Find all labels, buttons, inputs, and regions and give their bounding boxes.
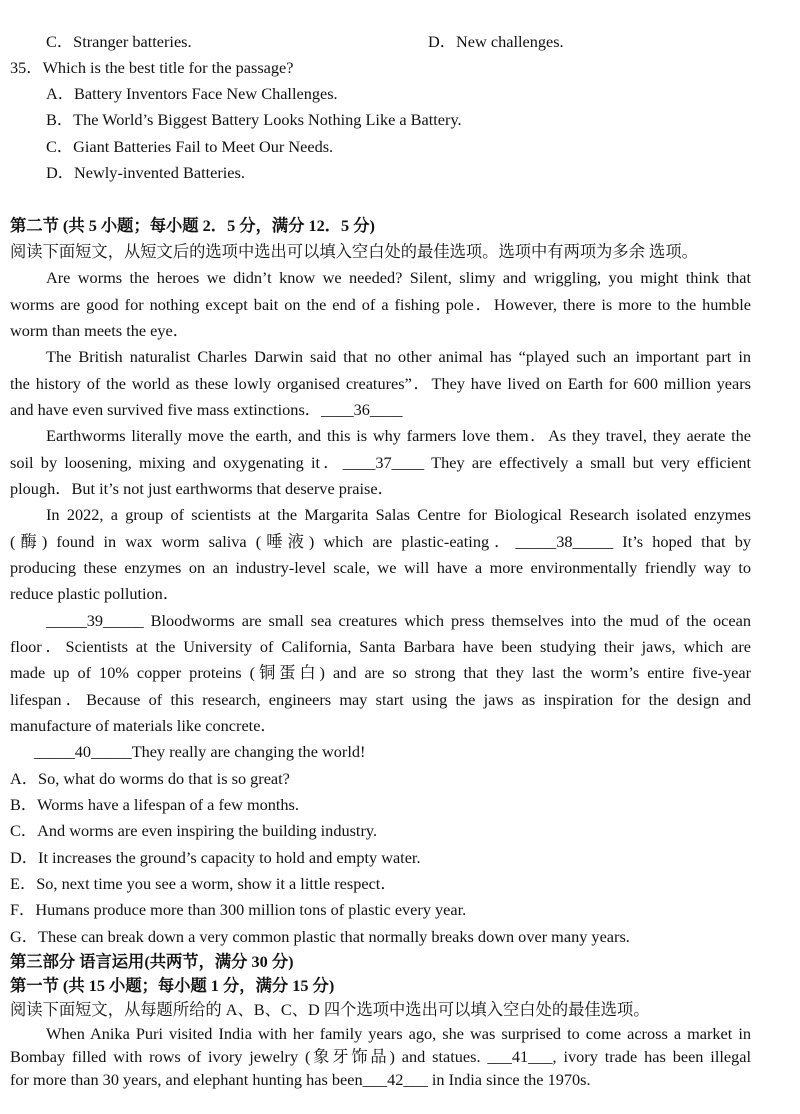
passage-line: In 2022, a group of scientists at the Margarita Salas Centre for Biological Research isolated enzymes — [46, 505, 751, 524]
part3-instruction: 阅读下面短文，从每题所给的 A、B、C、D 四个选项中选出可以填入空白处的最佳选项。 — [10, 1000, 650, 1019]
section2-heading: 第二节 (共 5 小题；每小题 2．5 分，满分 12．5 分) — [10, 216, 375, 235]
cloze-line-blank-42: for more than 30 years, and elephant hunting has been___42___ in India since the 1970s. — [10, 1070, 591, 1089]
q35-option-c: C．Giant Batteries Fail to Meet Our Needs. — [46, 137, 334, 156]
passage-line-blank-40: _____40_____They really are changing the world! — [34, 742, 366, 761]
passage-line-blank-37: soil by loosening, mixing and oxygenating it．____37____ They are effectively a small but very efficient — [10, 453, 751, 472]
passage-line: made up of 10% copper proteins (铜蛋白) and are so strong that they last the worm’s entire five-year — [10, 663, 751, 682]
part3-section1-heading: 第一节 (共 15 小题；每小题 1 分，满分 15 分) — [10, 976, 335, 995]
q35-option-d: D．Newly-invented Batteries. — [46, 163, 245, 182]
passage-line: floor．Scientists at the University of California, Santa Barbara have been studying their jaws, which are — [10, 637, 751, 656]
q34-option-d: D．New challenges. — [428, 32, 564, 51]
passage-line: reduce plastic pollution． — [10, 584, 180, 603]
passage-line-blank-39: _____39_____ Bloodworms are small sea creatures which press themselves into the mud of the ocean — [46, 611, 751, 630]
q35-stem: 35．Which is the best title for the passage? — [10, 58, 294, 77]
passage-line: the history of the world as these lowly organised creatures”．They have lived on Earth for 600 million years — [10, 374, 751, 393]
q35-option-a: A．Battery Inventors Face New Challenges. — [46, 84, 338, 103]
passage-line: Are worms the heroes we didn’t know we needed? Silent, slimy and wriggling, you might think that — [46, 268, 751, 287]
passage-line-blank-38: (酶) found in wax worm saliva (唾液) which are plastic-eating．_____38_____ It’s hoped that by — [10, 532, 751, 551]
cloze-line: When Anika Puri visited India with her family years ago, she was surprised to come across a market in — [46, 1024, 751, 1043]
option-g: G．These can break down a very common plastic that normally breaks down over many years. — [10, 927, 630, 946]
section2-instruction: 阅读下面短文，从短文后的选项中选出可以填入空白处的最佳选项。选项中有两项为多余 选项。 — [10, 242, 698, 261]
part3-heading: 第三部分 语言运用(共两节，满分 30 分) — [10, 952, 294, 971]
q35-option-b: B．The World’s Biggest Battery Looks Nothing Like a Battery. — [46, 110, 462, 129]
passage-line: Earthworms literally move the earth, and this is why farmers love them．As they travel, they aerate the — [46, 426, 751, 445]
option-c: C．And worms are even inspiring the building industry. — [10, 821, 378, 840]
option-e: E．So, next time you see a worm, show it a little respect． — [10, 874, 397, 893]
passage-line: plough．But it’s not just earthworms that deserve praise． — [10, 479, 394, 498]
passage-line: The British naturalist Charles Darwin said that no other animal has “played such an important part in — [46, 347, 751, 366]
passage-line: worm than meets the eye． — [10, 321, 190, 340]
passage-line-blank-36: and have even survived five mass extinctions．____36____ — [10, 400, 403, 419]
option-d: D．It increases the ground’s capacity to hold and empty water. — [10, 848, 421, 867]
passage-line: manufacture of materials like concrete． — [10, 716, 277, 735]
passage-line: worms are good for nothing except bait on the end of a fishing pole．However, there is more to the humble — [10, 295, 751, 314]
option-b: B．Worms have a lifespan of a few months. — [10, 795, 299, 814]
option-a: A．So, what do worms do that is so great? — [10, 769, 290, 788]
passage-line: lifespan．Because of this research, engineers may start using the jaws as inspiration for the design and — [10, 690, 751, 709]
passage-line: producing these enzymes on an industry-level scale, we will have a more environmentally friendly way to — [10, 558, 751, 577]
q34-option-c: C．Stranger batteries. — [46, 32, 192, 51]
cloze-line-blank-41: Bombay filled with rows of ivory jewelry (象牙饰品) and statues. ___41___, ivory trade has been illegal — [10, 1047, 751, 1066]
option-f: F．Humans produce more than 300 million tons of plastic every year. — [10, 900, 467, 919]
